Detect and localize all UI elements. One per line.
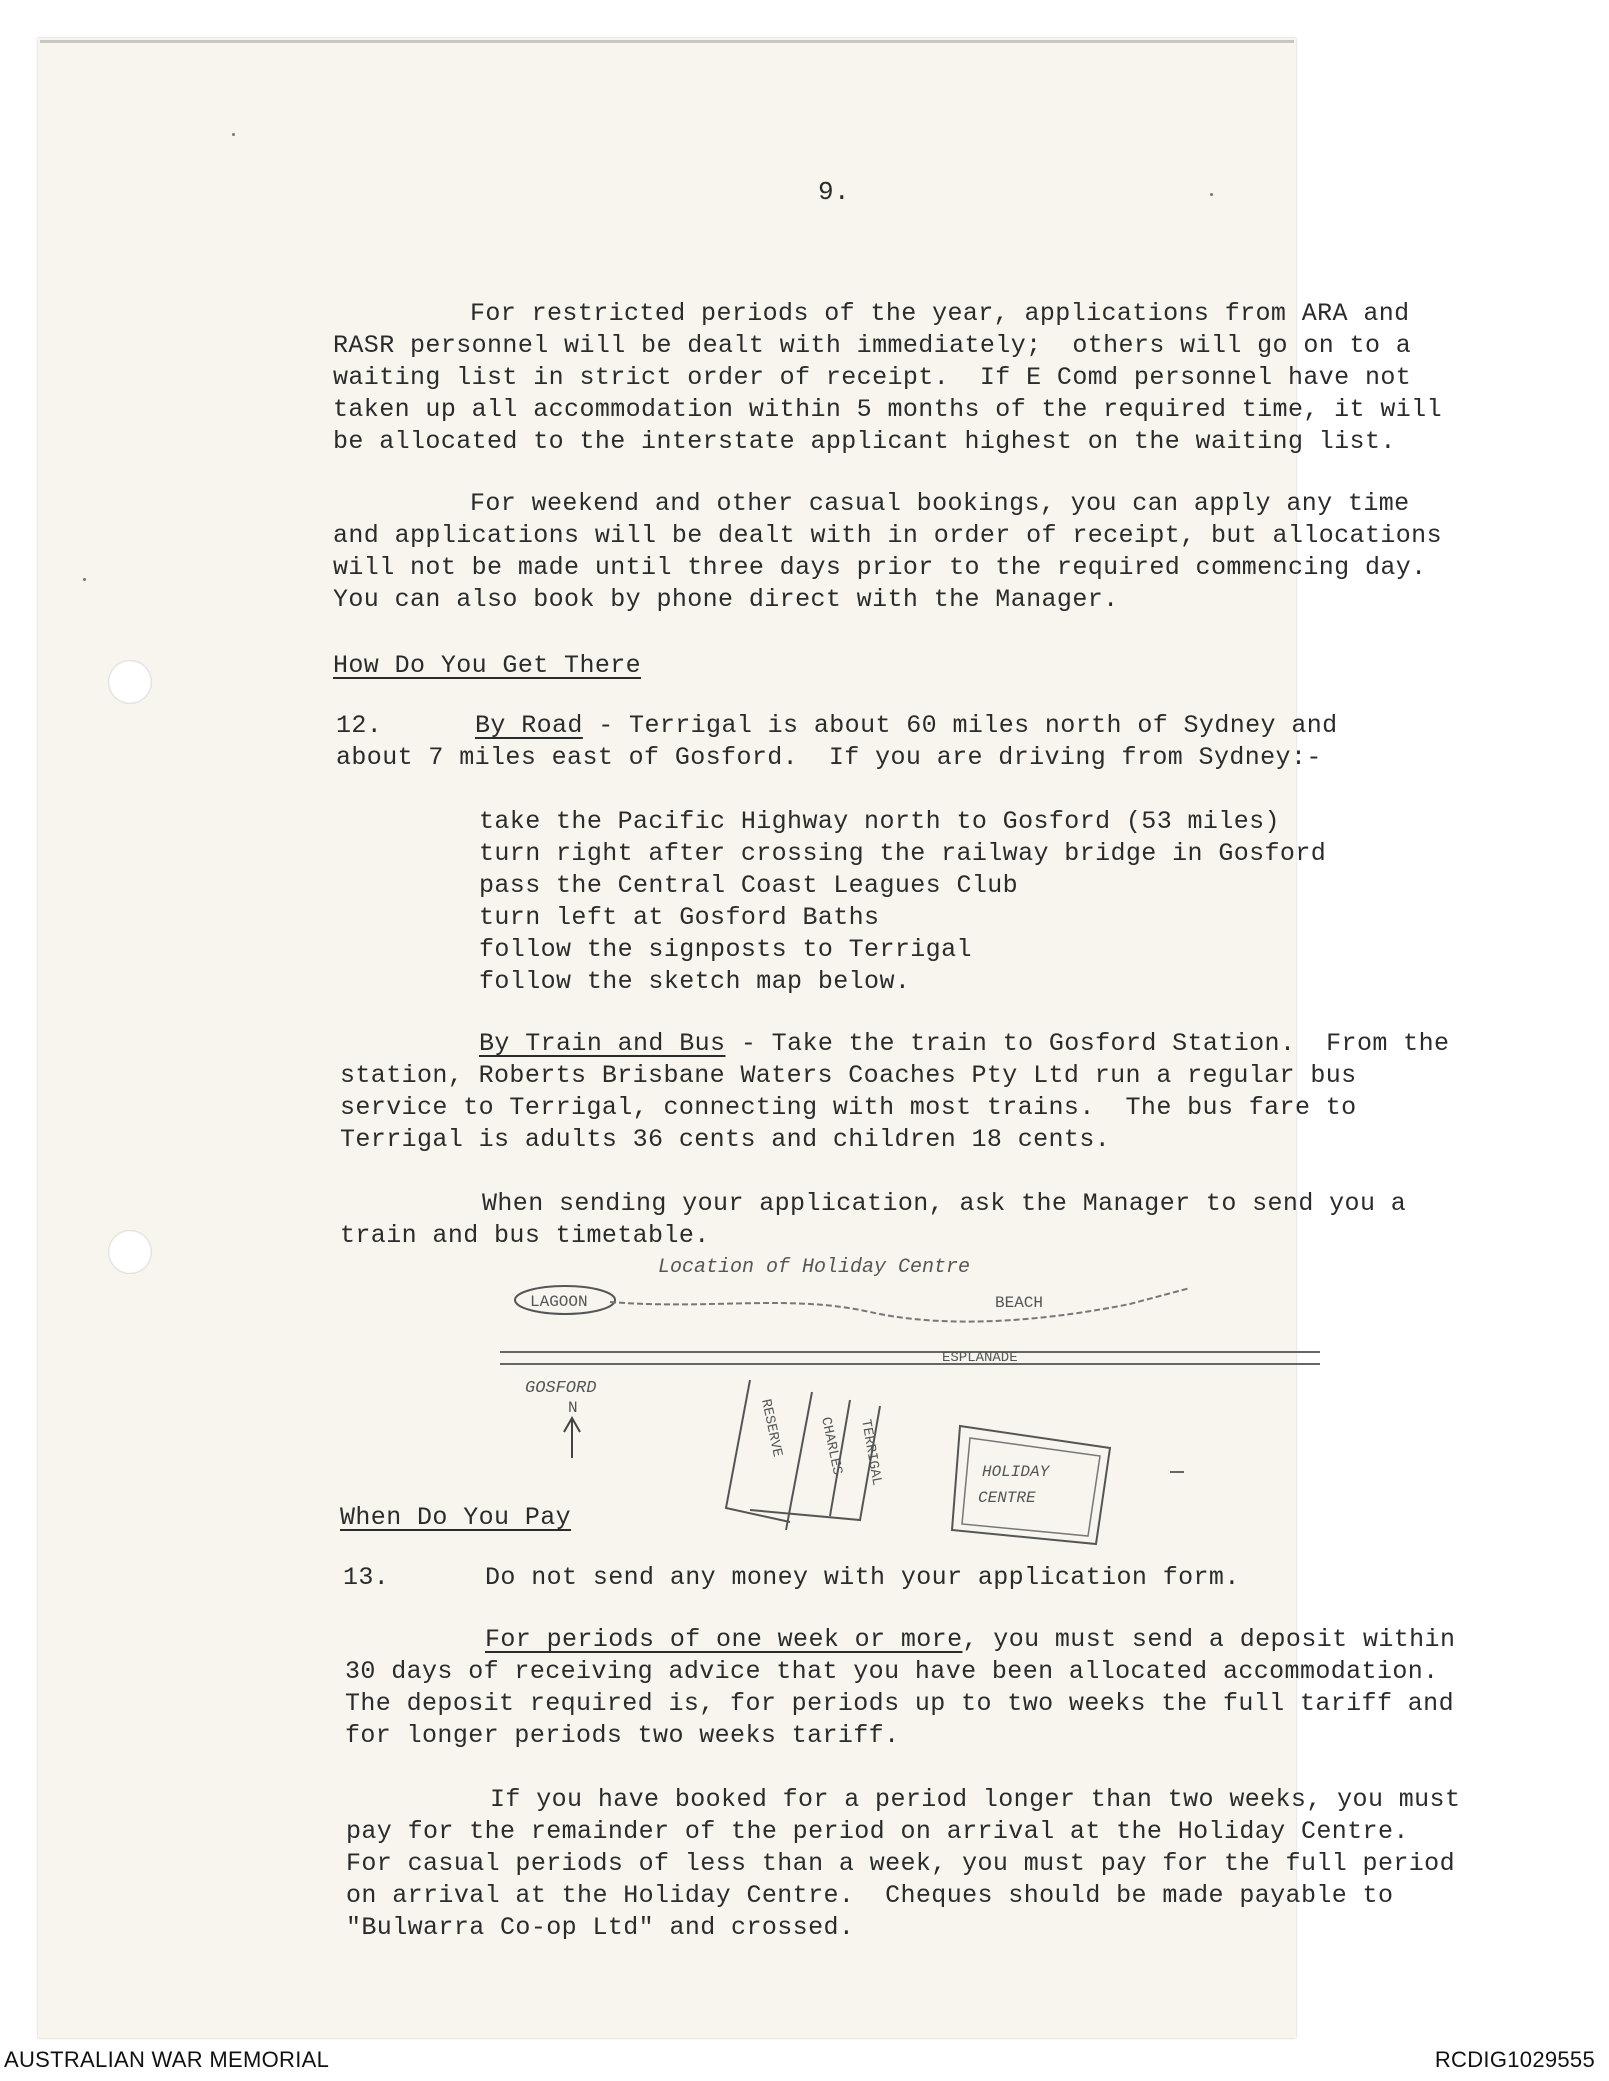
footer-record-id: RCDIG1029555 (1434, 2047, 1595, 2072)
heading-how-do-you-get-there: How Do You Get There (333, 651, 642, 680)
direction-item: follow the sketch map below. (479, 967, 911, 996)
text-line: for longer periods two weeks tariff. (345, 1721, 900, 1750)
section-number: 12. (336, 711, 383, 740)
by-road-heading: By Road (475, 711, 583, 740)
direction-item: turn right after crossing the railway bridge in Gosford (479, 839, 1327, 868)
direction-item: follow the signposts to Terrigal (479, 935, 972, 964)
text-line: taken up all accommodation within 5 months of the required time, it will (333, 395, 1442, 424)
by-train-text: - Take the train to Gosford Station. From the (725, 1029, 1450, 1058)
footer-archive-name: AUSTRALIAN WAR MEMORIAL (4, 2047, 330, 2072)
section-number: 13. (343, 1563, 390, 1592)
page-number: 9. (818, 177, 851, 207)
text-line: RASR personnel will be dealt with immediately; others will go on to a (333, 331, 1412, 360)
one-week-heading: For periods of one week or more (485, 1625, 963, 1654)
text-line: When sending your application, ask the Manager to send you a (482, 1189, 1407, 1218)
map-title: Location of Holiday Centre (658, 1256, 971, 1279)
one-week-line (485, 1624, 1455, 1656)
paper-speck (1210, 193, 1213, 196)
paper-speck (83, 578, 86, 581)
map-beach-label: BEACH (995, 1294, 1044, 1312)
map-north-label: N (568, 1399, 578, 1417)
punch-hole-top (108, 660, 152, 704)
text-line: 30 days of receiving advice that you have been allocated accommodation. (345, 1657, 1439, 1686)
text-line: about 7 miles east of Gosford. If you are driving from Sydney:- (336, 743, 1322, 772)
map-street-label-2: CHARLES (817, 1415, 845, 1477)
text-line: If you have booked for a period longer than two weeks, you must (490, 1785, 1461, 1814)
text-line: pay for the remainder of the period on arrival at the Holiday Centre. (346, 1817, 1409, 1846)
text-line: train and bus timetable. (340, 1221, 710, 1250)
map-lagoon-label: LAGOON (530, 1293, 588, 1311)
direction-item: turn left at Gosford Baths (479, 903, 880, 932)
text-line: "Bulwarra Co-op Ltd" and crossed. (346, 1913, 855, 1942)
text-line: be allocated to the interstate applicant highest on the waiting list. (333, 427, 1396, 456)
holiday-centre-inner-outline (962, 1438, 1100, 1536)
map-street-label-3: TERRIGAL (857, 1418, 885, 1488)
direction-item: take the Pacific Highway north to Gosford (53 miles) (479, 807, 1280, 836)
paper-edge-line (40, 40, 1294, 43)
one-week-text: , you must send a deposit within (962, 1625, 1456, 1654)
text-line: service to Terrigal, connecting with most trains. The bus fare to (340, 1093, 1357, 1122)
map-gosford-label: GOSFORD (525, 1379, 597, 1398)
text-line: For casual periods of less than a week, you must pay for the full period (346, 1849, 1455, 1878)
map-holiday-label: HOLIDAY (982, 1463, 1050, 1481)
by-train-heading: By Train and Bus (479, 1029, 726, 1058)
text-line: Do not send any money with your application form. (485, 1563, 1240, 1592)
sketch-map (490, 1240, 1330, 1570)
paper-speck (232, 133, 235, 136)
map-centre-label: CENTRE (978, 1489, 1036, 1507)
text-line: will not be made until three days prior to the required commencing day. (333, 553, 1427, 582)
street-line (786, 1392, 812, 1530)
punch-hole-bottom (108, 1230, 152, 1274)
direction-item: pass the Central Coast Leagues Club (479, 871, 1019, 900)
text-line: The deposit required is, for periods up to two weeks the full tariff and (345, 1689, 1454, 1718)
text-line: on arrival at the Holiday Centre. Cheques should be made payable to (346, 1881, 1394, 1910)
text-line: For restricted periods of the year, applications from ARA and (470, 299, 1410, 328)
heading-when-do-you-pay: When Do You Pay (340, 1503, 572, 1532)
holiday-centre-outline (952, 1426, 1110, 1544)
by-road-text: - Terrigal is about 60 miles north of Sydney and (582, 711, 1338, 740)
beach-coastline (610, 1288, 1190, 1322)
map-esplanade-label: ESPLANADE (942, 1350, 1018, 1366)
text-line: and applications will be dealt with in order of receipt, but allocations (333, 521, 1442, 550)
by-road-line (475, 710, 1338, 742)
text-line: Terrigal is adults 36 cents and children 18 cents. (340, 1125, 1111, 1154)
by-train-line (479, 1028, 1449, 1060)
map-street-label-1: RESERVE (757, 1397, 785, 1459)
text-line: station, Roberts Brisbane Waters Coaches Pty Ltd run a regular bus (340, 1061, 1357, 1090)
text-line: For weekend and other casual bookings, you can apply any time (470, 489, 1410, 518)
text-line: waiting list in strict order of receipt. If E Comd personnel have not (333, 363, 1412, 392)
text-line: You can also book by phone direct with the Manager. (333, 585, 1119, 614)
